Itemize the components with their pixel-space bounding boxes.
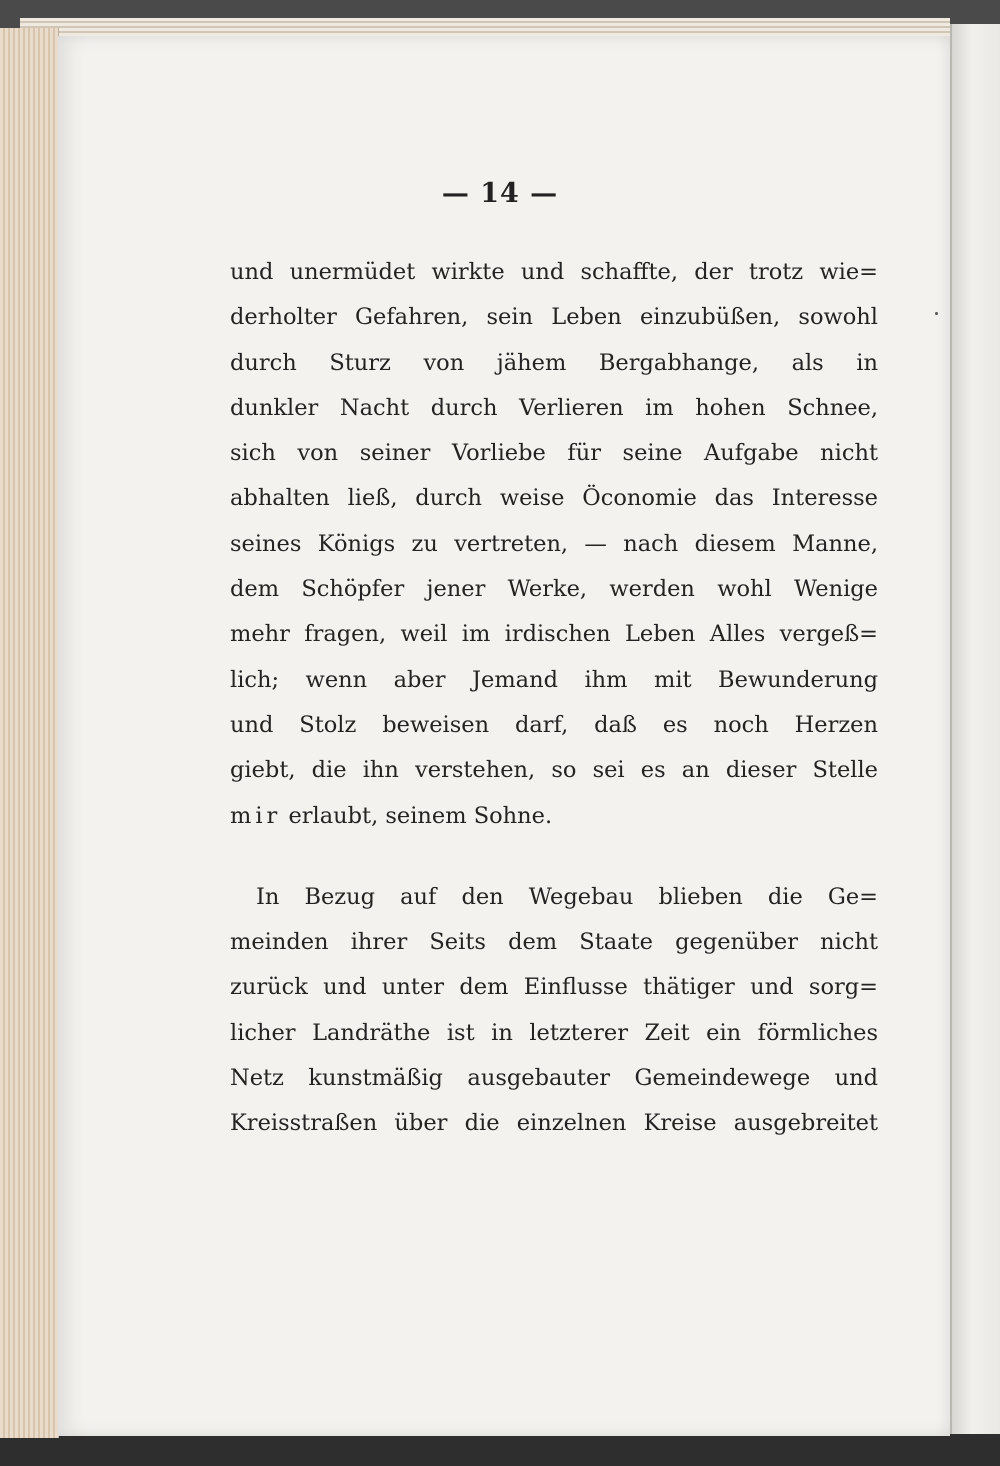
text-line: licher Landräthe ist in letzterer Zeit ein förmliches bbox=[230, 1019, 878, 1046]
text-line: dem Schöpfer jener Werke, werden wohl Wenige bbox=[230, 576, 878, 603]
text-line: seines Königs zu vertreten, — nach diesem Manne, bbox=[230, 530, 878, 557]
text-line: meinden ihrer Seits dem Staate gegenüber nicht bbox=[230, 929, 878, 956]
text-line: derholter Gefahren, sein Leben einzubüßen, sowohl bbox=[230, 304, 878, 331]
text-line-rest: erlaubt, seinem Sohne. bbox=[281, 802, 553, 829]
paragraph-gap bbox=[230, 839, 878, 875]
text-line: mehr fragen, weil im irdischen Leben Alles vergeß= bbox=[230, 621, 878, 648]
text-line: Netz kunstmäßig ausgebauter Gemeindewege und bbox=[230, 1065, 878, 1092]
emphasized-word: mir bbox=[230, 802, 282, 829]
text-line: und unermüdet wirkte und schaffte, der trotz wie= bbox=[230, 259, 878, 285]
facing-page-edge bbox=[950, 24, 1000, 1434]
text-line: lich; wenn aber Jemand ihm mit Bewunderung bbox=[230, 666, 878, 693]
page-body-text bbox=[230, 250, 878, 1147]
text-line: dunkler Nacht durch Verlieren im hohen Schnee, bbox=[230, 394, 878, 421]
text-line: und Stolz beweisen darf, daß es noch Herzen bbox=[230, 711, 878, 738]
text-line: giebt, die ihn verstehen, so sei es an dieser Stelle bbox=[230, 757, 878, 784]
text-line: durch Sturz von jähem Bergabhange, als in bbox=[230, 349, 878, 376]
text-line: sich von seiner Vorliebe für seine Aufgabe nicht bbox=[230, 440, 878, 467]
page-speck bbox=[935, 312, 938, 315]
text-line-final bbox=[230, 794, 878, 839]
text-line: Kreisstraßen über die einzelnen Kreise ausgebreitet bbox=[230, 1110, 878, 1137]
page-stack-left-edge bbox=[0, 28, 59, 1438]
text-line: zurück und unter dem Einflusse thätiger und sorg= bbox=[230, 974, 878, 1001]
text-line: In Bezug auf den Wegebau blieben die Ge= bbox=[256, 883, 878, 910]
page-number: — 14 — bbox=[441, 178, 559, 209]
text-line: abhalten ließ, durch weise Öconomie das Interesse bbox=[230, 485, 878, 512]
